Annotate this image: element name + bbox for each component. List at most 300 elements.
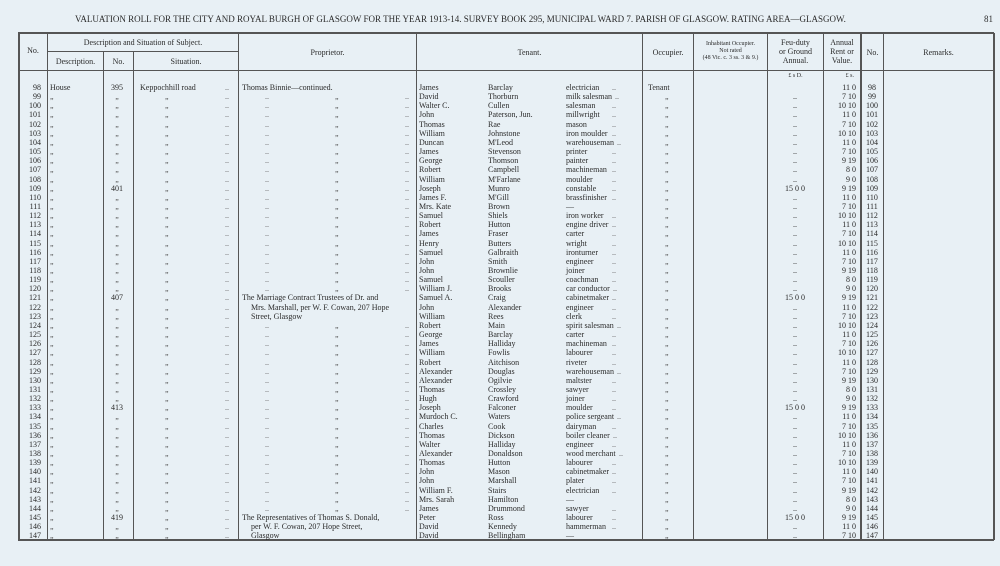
- leader-dots: ..: [405, 348, 409, 358]
- row-number: 144: [29, 503, 41, 513]
- row-number: 108: [29, 174, 41, 184]
- header-situation: Situation.: [170, 57, 202, 66]
- leader-dots: ..: [265, 348, 269, 358]
- situation: „: [165, 366, 169, 376]
- tenant-occupation: labourer: [566, 458, 593, 468]
- occupier: „: [665, 467, 669, 477]
- annual-rent: 11 0: [842, 357, 856, 367]
- leader-dots: ..: [612, 503, 616, 513]
- leader-dots: ..: [612, 394, 616, 404]
- leader-dots: ..: [225, 128, 229, 138]
- occupier: „: [665, 165, 669, 175]
- annual-rent: 7 10: [842, 311, 856, 321]
- leader-dots: ..: [265, 192, 269, 202]
- leader-dots: ..: [225, 384, 229, 394]
- row-number-right: 99: [868, 92, 876, 102]
- occupier: „: [665, 513, 669, 523]
- situation: „: [165, 92, 169, 102]
- tenant-surname: Rae: [488, 119, 501, 129]
- situation: „: [165, 220, 169, 230]
- row-number: 112: [29, 211, 41, 221]
- proprietor: „: [335, 238, 339, 248]
- row-number: 130: [29, 375, 41, 385]
- proprietor: „: [335, 147, 339, 157]
- row-number: 122: [29, 302, 41, 312]
- tenant-first-name: Thomas: [419, 384, 445, 394]
- occupier: „: [665, 147, 669, 157]
- leader-dots: ..: [225, 156, 229, 166]
- tenant-first-name: Mrs. Sarah: [419, 494, 455, 504]
- description: „: [50, 366, 54, 376]
- situation: „: [165, 522, 169, 532]
- row-number-right: 132: [866, 394, 878, 404]
- proprietor: „: [335, 183, 339, 193]
- leader-dots: ..: [225, 83, 229, 92]
- tenant-surname: Scouller: [488, 275, 515, 285]
- tenant-first-name: Robert: [419, 357, 441, 367]
- tenant-surname: Cook: [488, 421, 506, 431]
- leader-dots: ..: [612, 183, 616, 193]
- leader-dots: ..: [225, 403, 229, 413]
- leader-dots: ..: [405, 421, 409, 431]
- leader-dots: ..: [405, 375, 409, 385]
- leader-dots: ..: [612, 467, 616, 477]
- table-row: [0, 92, 1000, 101]
- proprietor: „: [335, 403, 339, 413]
- occupier: „: [665, 330, 669, 340]
- leader-dots: ..: [265, 92, 269, 102]
- table-row: [0, 403, 1000, 412]
- leader-dots: ..: [225, 220, 229, 230]
- leader-dots: ..: [225, 266, 229, 275]
- leader-dots: ..: [612, 119, 616, 129]
- table-row: [0, 504, 1000, 513]
- header-inhabitant-line2: Not rated: [719, 48, 742, 54]
- annual-rent: 7 10: [842, 421, 856, 431]
- tenant-first-name: Hugh: [419, 394, 437, 404]
- description: „: [50, 522, 54, 532]
- description: „: [50, 192, 54, 202]
- description: „: [50, 467, 54, 477]
- subject-number: „: [115, 110, 119, 120]
- table-top-rule: [18, 32, 994, 34]
- feu-duty: ..: [793, 503, 797, 513]
- proprietor: „: [335, 339, 339, 349]
- leader-dots: ..: [265, 330, 269, 340]
- annual-rent: 11 0: [842, 137, 856, 147]
- feu-duty: ..: [793, 165, 797, 175]
- situation: „: [165, 330, 169, 340]
- proprietor: Mrs. Marshall, per W. F. Cowan, 207 Hope: [251, 302, 390, 312]
- row-number-right: 147: [866, 531, 878, 541]
- occupier: „: [665, 494, 669, 504]
- leader-dots: ..: [612, 83, 616, 92]
- annual-rent: 8 0: [846, 384, 856, 394]
- tenant-first-name: David: [419, 92, 439, 102]
- annual-rent: 11 0: [842, 192, 856, 202]
- leader-dots: ..: [265, 266, 269, 275]
- annual-rent: 9 0: [846, 394, 856, 404]
- description: „: [50, 375, 54, 385]
- situation: „: [165, 293, 169, 303]
- tenant-first-name: Murdoch C.: [419, 412, 458, 422]
- proprietor: Glasgow: [251, 531, 280, 541]
- row-number-right: 121: [866, 293, 878, 303]
- tenant-first-name: James: [419, 147, 439, 157]
- feu-duty: ..: [793, 101, 797, 111]
- annual-rent: 11 0: [842, 412, 856, 422]
- annual-rent: 10 10: [838, 238, 856, 248]
- row-number-right: 146: [866, 522, 878, 532]
- annual-rent: 8 0: [846, 165, 856, 175]
- row-number: 110: [29, 192, 41, 202]
- row-number-right: 143: [866, 494, 878, 504]
- leader-dots: ..: [617, 366, 621, 376]
- subject-number: „: [115, 412, 119, 422]
- leader-dots: ..: [405, 403, 409, 413]
- row-number-right: 124: [866, 320, 878, 330]
- tenant-first-name: John: [419, 476, 435, 486]
- annual-rent: 9 19: [842, 293, 856, 303]
- situation: „: [165, 110, 169, 120]
- tenant-first-name: Duncan: [419, 137, 444, 147]
- leader-dots: ..: [612, 192, 616, 202]
- occupier: „: [665, 384, 669, 394]
- leader-dots: ..: [612, 339, 616, 349]
- tenant-surname: Barclay: [488, 83, 513, 92]
- situation: „: [165, 284, 169, 294]
- subject-number: „: [115, 494, 119, 504]
- feu-duty: ..: [793, 348, 797, 358]
- annual-rent: 9 19: [842, 266, 856, 275]
- leader-dots: ..: [612, 476, 616, 486]
- table-row: [0, 358, 1000, 367]
- situation: „: [165, 430, 169, 440]
- row-number-right: 133: [866, 403, 878, 413]
- tenant-surname: Aitchison: [488, 357, 520, 367]
- description: „: [50, 403, 54, 413]
- description: „: [50, 485, 54, 495]
- tenant-first-name: William: [419, 128, 445, 138]
- subject-number: „: [115, 348, 119, 358]
- description: „: [50, 293, 54, 303]
- tenant-occupation: engineer: [566, 256, 594, 266]
- annual-rent: 9 19: [842, 156, 856, 166]
- leader-dots: ..: [405, 503, 409, 513]
- tenant-first-name: Alexander: [419, 366, 453, 376]
- leader-dots: ..: [225, 229, 229, 239]
- description: „: [50, 220, 54, 230]
- description: „: [50, 284, 54, 294]
- tenant-surname: Alexander: [488, 302, 522, 312]
- description: „: [50, 357, 54, 367]
- occupier: „: [665, 156, 669, 166]
- subject-number: „: [115, 302, 119, 312]
- table-row: [0, 193, 1000, 202]
- subject-number: „: [115, 339, 119, 349]
- leader-dots: ..: [612, 375, 616, 385]
- leader-dots: ..: [612, 348, 616, 358]
- row-number-right: 98: [868, 83, 876, 92]
- row-number: 125: [29, 330, 41, 340]
- tenant-occupation: millwright: [566, 110, 600, 120]
- row-number: 99: [33, 92, 41, 102]
- subheader-rule: [48, 51, 238, 52]
- proprietor: „: [335, 220, 339, 230]
- situation: „: [165, 128, 169, 138]
- tenant-first-name: Joseph: [419, 403, 441, 413]
- leader-dots: ..: [265, 412, 269, 422]
- subject-number: „: [115, 165, 119, 175]
- proprietor: „: [335, 156, 339, 166]
- row-number: 139: [29, 458, 41, 468]
- tenant-first-name: Peter: [419, 513, 436, 523]
- annual-rent: 9 0: [846, 174, 856, 184]
- leader-dots: ..: [405, 211, 409, 221]
- row-number: 143: [29, 494, 41, 504]
- tenant-first-name: William: [419, 174, 445, 184]
- situation: „: [165, 503, 169, 513]
- leader-dots: ..: [225, 330, 229, 340]
- annual-rent: 7 10: [842, 256, 856, 266]
- tenant-occupation: machineman: [566, 339, 607, 349]
- tenant-surname: M'Leod: [488, 137, 513, 147]
- description: „: [50, 183, 54, 193]
- leader-dots: ..: [225, 284, 229, 294]
- tenant-surname: Main: [488, 320, 505, 330]
- leader-dots: ..: [225, 449, 229, 458]
- situation: Keppochhill road: [140, 83, 196, 92]
- feu-duty: ..: [793, 174, 797, 184]
- annual-rent: 11 0: [842, 522, 856, 532]
- row-number: 126: [29, 339, 41, 349]
- header-no-right: No.: [866, 48, 879, 57]
- tenant-occupation: cabinetmaker: [566, 467, 610, 477]
- leader-dots: ..: [405, 494, 409, 504]
- feu-duty: ..: [793, 449, 797, 458]
- annual-rent: 8 0: [846, 494, 856, 504]
- row-number-right: 104: [866, 137, 878, 147]
- leader-dots: ..: [225, 183, 229, 193]
- leader-dots: ..: [225, 165, 229, 175]
- occupier: „: [665, 522, 669, 532]
- leader-dots: ..: [405, 458, 409, 468]
- leader-dots: ..: [405, 449, 409, 458]
- proprietor: „: [335, 476, 339, 486]
- tenant-surname: Campbell: [488, 165, 520, 175]
- row-number: 120: [29, 284, 41, 294]
- description: „: [50, 128, 54, 138]
- table-row: [0, 239, 1000, 248]
- annual-rent: 9 19: [842, 375, 856, 385]
- situation: „: [165, 494, 169, 504]
- annual-rent: 7 10: [842, 339, 856, 349]
- tenant-first-name: Walter C.: [419, 101, 450, 111]
- annual-rent: 9 0: [846, 503, 856, 513]
- tenant-first-name: Robert: [419, 220, 441, 230]
- leader-dots: ..: [405, 238, 409, 248]
- tenant-first-name: David: [419, 531, 439, 541]
- tenant-surname: Barclay: [488, 330, 513, 340]
- feu-duty: ..: [793, 192, 797, 202]
- description: „: [50, 165, 54, 175]
- tenant-occupation: salesman: [566, 101, 596, 111]
- subject-number: „: [115, 430, 119, 440]
- subject-number: „: [115, 503, 119, 513]
- description: „: [50, 238, 54, 248]
- subject-number: „: [115, 375, 119, 385]
- leader-dots: ..: [225, 110, 229, 120]
- situation: „: [165, 229, 169, 239]
- subject-number: „: [115, 92, 119, 102]
- occupier: „: [665, 92, 669, 102]
- row-number: 145: [29, 513, 41, 523]
- situation: „: [165, 238, 169, 248]
- table-row: [0, 339, 1000, 348]
- proprietor: „: [335, 485, 339, 495]
- table-row: [0, 486, 1000, 495]
- leader-dots: ..: [265, 147, 269, 157]
- row-number-right: 109: [866, 183, 878, 193]
- table-row: [0, 184, 1000, 193]
- leader-dots: ..: [265, 485, 269, 495]
- leader-dots: ..: [405, 467, 409, 477]
- occupier: „: [665, 128, 669, 138]
- row-number-right: 108: [866, 174, 878, 184]
- table-row: [0, 330, 1000, 339]
- leader-dots: ..: [225, 192, 229, 202]
- leader-dots: ..: [405, 229, 409, 239]
- leader-dots: ..: [265, 156, 269, 166]
- tenant-surname: Munro: [488, 183, 510, 193]
- table-row: [0, 376, 1000, 385]
- situation: „: [165, 192, 169, 202]
- leader-dots: ..: [225, 201, 229, 211]
- tenant-first-name: William: [419, 348, 445, 358]
- tenant-occupation: machineman: [566, 165, 607, 175]
- situation: „: [165, 531, 169, 541]
- row-number-right: 102: [866, 119, 878, 129]
- situation: „: [165, 412, 169, 422]
- description: „: [50, 439, 54, 449]
- tenant-occupation: riveter: [566, 357, 587, 367]
- tenant-first-name: James: [419, 83, 439, 92]
- row-number-right: 123: [866, 311, 878, 321]
- tenant-surname: Galbraith: [488, 247, 519, 257]
- row-number: 106: [29, 156, 41, 166]
- row-number: 123: [29, 311, 41, 321]
- tenant-surname: Rees: [488, 311, 504, 321]
- feu-duty: ..: [793, 421, 797, 431]
- description: „: [50, 110, 54, 120]
- row-number: 115: [29, 238, 41, 248]
- row-number: 101: [29, 110, 41, 120]
- situation: „: [165, 101, 169, 111]
- leader-dots: ..: [612, 384, 616, 394]
- tenant-surname: Cullen: [488, 101, 510, 111]
- leader-dots: ..: [405, 275, 409, 285]
- tenant-surname: Brooks: [488, 284, 512, 294]
- annual-rent: 10 10: [838, 211, 856, 221]
- proprietor: „: [335, 201, 339, 211]
- tenant-occupation: wright: [566, 238, 587, 248]
- tenant-occupation: —: [566, 531, 574, 541]
- situation: „: [165, 339, 169, 349]
- tenant-surname: Thomson: [488, 156, 519, 166]
- description: „: [50, 211, 54, 221]
- subject-number: „: [115, 156, 119, 166]
- feu-duty: ..: [793, 238, 797, 248]
- table-row: [0, 83, 1000, 92]
- occupier: „: [665, 174, 669, 184]
- leader-dots: ..: [613, 430, 617, 440]
- leader-dots: ..: [405, 183, 409, 193]
- occupier: „: [665, 266, 669, 275]
- proprietor: „: [335, 366, 339, 376]
- description: „: [50, 339, 54, 349]
- occupier: „: [665, 275, 669, 285]
- subject-number: „: [115, 357, 119, 367]
- leader-dots: ..: [265, 256, 269, 266]
- description: „: [50, 201, 54, 211]
- leader-dots: ..: [265, 366, 269, 376]
- situation: „: [165, 384, 169, 394]
- table-row: [0, 431, 1000, 440]
- row-number-right: 120: [866, 284, 878, 294]
- annual-rent: 7 10: [842, 201, 856, 211]
- situation: „: [165, 247, 169, 257]
- table-row: [0, 412, 1000, 421]
- feu-duty: ..: [793, 229, 797, 239]
- tenant-occupation: engineer: [566, 302, 594, 312]
- tenant-first-name: David: [419, 522, 439, 532]
- subject-number: „: [115, 147, 119, 157]
- leader-dots: ..: [612, 293, 616, 303]
- tenant-surname: Crossley: [488, 384, 516, 394]
- table-row: [0, 476, 1000, 485]
- description: „: [50, 302, 54, 312]
- situation: „: [165, 211, 169, 221]
- feu-duty: ..: [793, 311, 797, 321]
- tenant-surname: Hutton: [488, 220, 511, 230]
- leader-dots: ..: [405, 476, 409, 486]
- tenant-first-name: William J.: [419, 284, 453, 294]
- description: „: [50, 229, 54, 239]
- subject-number: „: [115, 320, 119, 330]
- tenant-surname: Shiels: [488, 211, 508, 221]
- tenant-occupation: moulder: [566, 174, 593, 184]
- tenant-surname: Kennedy: [488, 522, 517, 532]
- annual-rent: 9 19: [842, 513, 856, 523]
- row-number: 107: [29, 165, 41, 175]
- subject-number: „: [115, 101, 119, 111]
- leader-dots: ..: [612, 110, 616, 120]
- description: „: [50, 449, 54, 458]
- row-number-right: 135: [866, 421, 878, 431]
- feu-duty: ..: [793, 330, 797, 340]
- annual-rent: 9 19: [842, 403, 856, 413]
- annual-rent: 7 10: [842, 229, 856, 239]
- leader-dots: ..: [612, 275, 616, 285]
- occupier: „: [665, 485, 669, 495]
- leader-dots: ..: [405, 357, 409, 367]
- tenant-occupation: —: [566, 494, 574, 504]
- table-row: [0, 257, 1000, 266]
- tenant-surname: Marshall: [488, 476, 517, 486]
- situation: „: [165, 348, 169, 358]
- row-number: 109: [29, 183, 41, 193]
- leader-dots: ..: [225, 366, 229, 376]
